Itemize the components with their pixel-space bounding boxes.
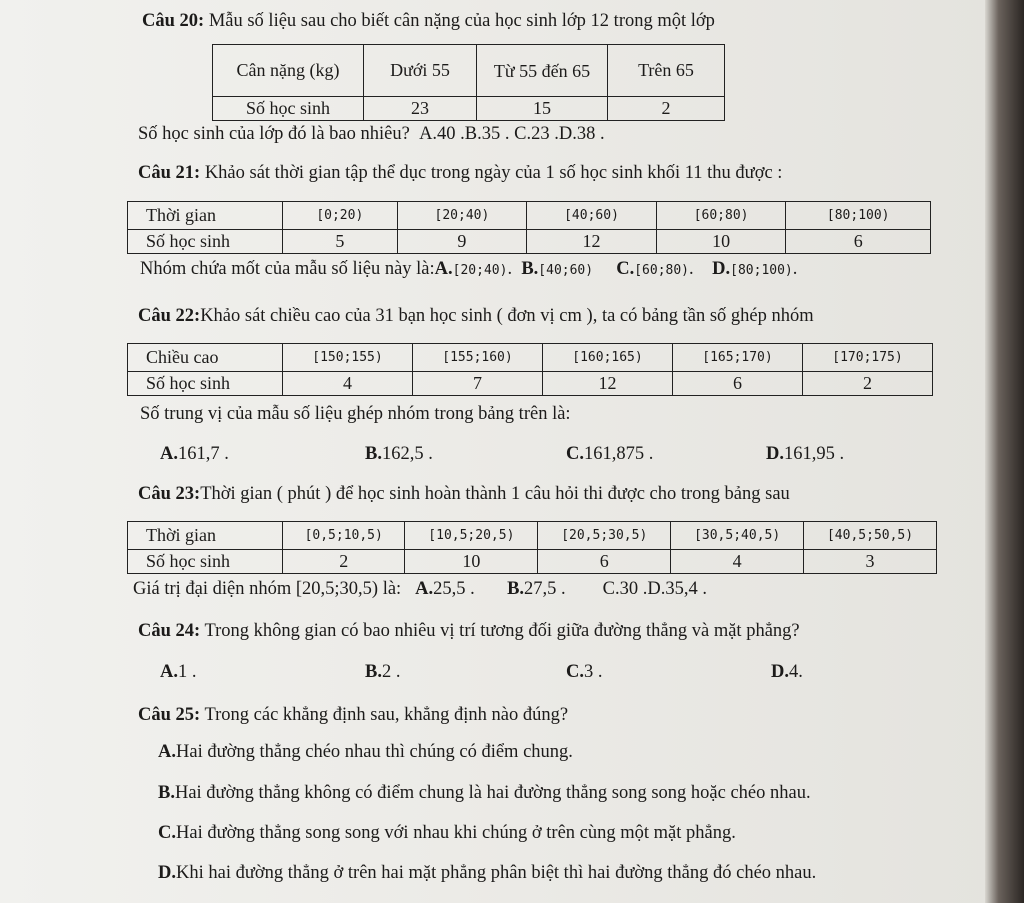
q25-opt-d-label: D. — [158, 863, 176, 883]
q25-title: Câu 25: — [138, 705, 201, 725]
q24-option-d — [771, 661, 803, 683]
q25-option-b — [158, 782, 811, 804]
table-cell: 4 — [671, 550, 804, 574]
q21-opt-a-label: A. — [434, 259, 453, 279]
table-surface — [985, 0, 1024, 903]
q21-title: Câu 21: — [138, 163, 201, 183]
q21-opt-c-label: C. — [616, 259, 635, 279]
q24-opt-a-label: A. — [160, 662, 178, 682]
table-cell: [165;170) — [673, 344, 803, 372]
q25-opt-c: Hai đường thẳng song song với nhau khi chúng ở trên cùng một mặt phẳng. — [176, 823, 736, 843]
q24-option-c — [566, 661, 603, 683]
q24-opt-d: 4. — [789, 662, 803, 682]
table-cell: 7 — [413, 372, 543, 396]
q23-opt-b-label: B. — [507, 579, 525, 599]
q25-heading — [138, 704, 568, 726]
q21-opt-b-label: B. — [521, 259, 539, 279]
q20-heading — [142, 10, 715, 32]
q24-option-a — [160, 661, 197, 683]
table-cell: 5 — [283, 230, 398, 254]
table-cell: 23 — [364, 97, 477, 121]
q24-opt-c: 3 . — [584, 662, 603, 682]
q23-opt-cd: C.30 .D.35,4 . — [602, 579, 707, 599]
q22-option-d — [766, 443, 844, 465]
q25-opt-a-label: A. — [158, 742, 176, 762]
q23-opt-b: 27,5 . — [524, 579, 566, 599]
table-row — [128, 550, 937, 574]
q24-title: Câu 24: — [138, 621, 201, 641]
q21-opt-d-tail: . — [792, 259, 798, 279]
q23-opt-a: 25,5 . — [433, 579, 475, 599]
table-cell: [0,5;10,5) — [283, 522, 405, 550]
table-cell: Số học sinh — [128, 372, 283, 396]
table-cell: [20;40) — [397, 202, 527, 230]
q21-opt-c-tail: . — [689, 259, 694, 279]
table-cell: 15 — [477, 97, 608, 121]
q24-opt-b-label: B. — [365, 662, 382, 682]
q24-opt-a: 1 . — [178, 662, 197, 682]
table-cell: [60;80) — [656, 202, 786, 230]
table-cell: [150;155) — [283, 344, 413, 372]
q21-question-line — [140, 258, 797, 282]
table-row — [128, 372, 933, 396]
table-cell: 3 — [804, 550, 937, 574]
table-cell: 6 — [538, 550, 671, 574]
table-cell: Trên 65 — [608, 45, 725, 97]
table-cell: [10,5;20,5) — [405, 522, 538, 550]
table-cell: [40,5;50,5) — [804, 522, 937, 550]
table-cell: 12 — [527, 230, 657, 254]
q22-title: Câu 22: — [138, 306, 201, 326]
q21-heading — [138, 162, 782, 184]
table-cell: [40;60) — [527, 202, 657, 230]
q25-opt-c-label: C. — [158, 823, 176, 843]
q24-opt-d-label: D. — [771, 662, 789, 682]
q25-option-c — [158, 822, 736, 844]
q24-option-b — [365, 661, 400, 683]
table-cell: Số học sinh — [128, 550, 283, 574]
q23-heading — [138, 483, 790, 505]
table-cell: 2 — [803, 372, 933, 396]
q22-opt-c-label: C. — [566, 444, 584, 464]
q24-text: Trong không gian có bao nhiêu vị trí tương đối giữa đường thẳng và mặt phẳng? — [200, 621, 800, 641]
q22-opt-b: 162,5 . — [381, 444, 433, 464]
q22-heading — [138, 305, 814, 327]
q23-text: Thời gian ( phút ) để học sinh hoàn thành 1 câu hỏi thi được cho trong bảng sau — [200, 484, 790, 504]
q25-opt-b: Hai đường thẳng không có điểm chung là hai đường thẳng song song hoặc chéo nhau. — [174, 783, 811, 803]
table-cell: 6 — [673, 372, 803, 396]
table-cell: Thời gian — [128, 522, 283, 550]
q21-opt-c: [60;80) — [634, 263, 690, 278]
q25-opt-a: Hai đường thẳng chéo nhau thì chúng có điểm chung. — [176, 742, 573, 762]
table-cell: Từ 55 đến 65 — [477, 45, 608, 97]
table-cell: Dưới 55 — [364, 45, 477, 97]
q25-option-a — [158, 741, 573, 763]
q21-opt-a-tail: . — [507, 259, 513, 279]
table-row — [128, 202, 931, 230]
q22-opt-c: 161,875 . — [584, 444, 654, 464]
table-cell: [155;160) — [413, 344, 543, 372]
table-cell: 10 — [656, 230, 786, 254]
q20-title: Câu 20: — [142, 11, 205, 31]
q25-text: Trong các khẳng định sau, khẳng định nào đúng? — [200, 705, 569, 725]
q22-option-c — [566, 443, 653, 465]
table-cell: 2 — [283, 550, 405, 574]
q21-text: Khảo sát thời gian tập thể dục trong ngày của 1 số học sinh khối 11 thu được : — [200, 163, 783, 183]
table-cell: [80;100) — [786, 202, 931, 230]
q23-question-line — [133, 578, 707, 600]
q23-question: Giá trị đại diện nhóm [20,5;30,5) là: — [133, 579, 402, 599]
q24-opt-c-label: C. — [566, 662, 584, 682]
q22-option-b — [365, 443, 433, 465]
q21-opt-d: [80;100) — [730, 263, 793, 278]
q21-question: Nhóm chứa mốt của mẫu số liệu này là: — [140, 259, 435, 279]
table-row — [213, 45, 725, 97]
q22-opt-b-label: B. — [365, 444, 382, 464]
q24-heading — [138, 620, 800, 642]
q21-opt-a: [20;40) — [452, 263, 508, 278]
table-cell: Số học sinh — [128, 230, 283, 254]
table-cell: 4 — [283, 372, 413, 396]
q22-opt-a-label: A. — [160, 444, 178, 464]
q20-table — [212, 44, 725, 121]
q25-opt-d: Khi hai đường thẳng ở trên hai mặt phẳng phân biệt thì hai đường thẳng đó chéo nhau. — [176, 863, 817, 883]
q21-opt-d-label: D. — [712, 259, 731, 279]
q23-opt-a-label: A. — [415, 579, 434, 599]
table-row — [213, 97, 725, 121]
q22-opt-d: 161,95 . — [784, 444, 845, 464]
q25-opt-b-label: B. — [158, 783, 175, 803]
q24-opt-b: 2 . — [381, 662, 401, 682]
table-cell: 12 — [543, 372, 673, 396]
table-row — [128, 230, 931, 254]
table-cell: [170;175) — [803, 344, 933, 372]
table-cell: 2 — [608, 97, 725, 121]
q21-table — [127, 201, 931, 254]
table-cell: [0;20) — [283, 202, 398, 230]
q22-opt-d-label: D. — [766, 444, 784, 464]
table-row — [128, 344, 933, 372]
table-cell: 6 — [786, 230, 931, 254]
table-row — [128, 522, 937, 550]
table-cell: Số học sinh — [213, 97, 364, 121]
table-cell: 9 — [397, 230, 527, 254]
q20-question: Số học sinh của lớp đó là bao nhiêu? — [138, 124, 410, 144]
q21-opt-b: [40;60) — [538, 263, 594, 278]
table-cell: [160;165) — [543, 344, 673, 372]
q22-question: Số trung vị của mẫu số liệu ghép nhóm trong bảng trên là: — [140, 404, 571, 424]
table-cell: Thời gian — [128, 202, 283, 230]
q23-title: Câu 23: — [138, 484, 201, 504]
table-cell: Chiều cao — [128, 344, 283, 372]
q20-text: Mẫu số liệu sau cho biết cân nặng của học sinh lớp 12 trong một lớp — [204, 11, 715, 31]
q20-question-line — [138, 123, 605, 145]
q22-opt-a: 161,7 . — [178, 444, 229, 464]
table-cell: [20,5;30,5) — [538, 522, 671, 550]
q22-table — [127, 343, 933, 396]
q22-option-a — [160, 443, 229, 465]
q22-text: Khảo sát chiều cao của 31 bạn học sinh ( đơn vị cm ), ta có bảng tần số ghép nhóm — [200, 306, 814, 326]
q25-option-d — [158, 862, 816, 884]
q23-table — [127, 521, 937, 574]
table-cell: Cân nặng (kg) — [213, 45, 364, 97]
table-cell: 10 — [405, 550, 538, 574]
table-cell: [30,5;40,5) — [671, 522, 804, 550]
q20-answers: A.40 .B.35 . C.23 .D.38 . — [419, 124, 605, 144]
